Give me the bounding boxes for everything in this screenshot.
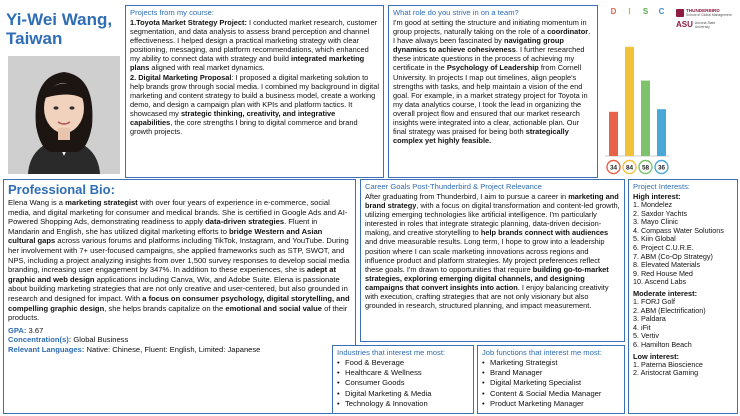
name-line-2: Taiwan <box>6 29 63 48</box>
low-interest-label: Low interest: <box>633 351 679 361</box>
disc-bar <box>657 109 666 156</box>
high-interest-item: 2. Saxdor Yachts <box>633 208 688 218</box>
disc-bar <box>609 112 618 156</box>
industry-item: • Technology & Innovation <box>337 399 469 409</box>
disc-chart <box>602 4 672 176</box>
industry-item: • Food & Beverage <box>337 358 469 368</box>
thunderbird-logo: THUNDERBIRD School of Global Management <box>676 8 738 17</box>
disc-letter: I <box>628 7 631 16</box>
industries-list <box>337 358 469 409</box>
team-role-text: I'm good at setting the structure and initiating momentum in group projects, naturally taking on the role of a coordinator. I have always been fascinated by navigating group dynamics to achieve cohesiveness. I further researched these intricate questions in the process of achieving my certificate in the Psychology of Leadership from Cornell University. In projects I map out timelines, align people's strengths with tasks, and help maintain a vision of the end goal. For example, in a market strategy project for Toyota in my data analytics course, I took the lead in organizing the overall project flow and ensured that our market research insights were integrated into a clear, actionable plan. Our final strategy was praised for being both strategically complex yet highly feasible. <box>393 18 591 146</box>
disc-letter: S <box>642 7 649 16</box>
job-function-item: • Digital Marketing Specialist <box>482 378 620 388</box>
project-1: 1.Toyota Market Strategy Project: I conducted market research, customer segmentation, and data analysis to assess brand perception and channel effectiveness. I helped design a practical marketing strategy with clear positioning, messaging, and platform recommendations, which enhanced my ability to connect data with strategy and build integrated marketing plans aligned with real market dynamics. <box>130 18 378 73</box>
jobs-panel <box>477 345 625 414</box>
asu-logo: ASU Arizona State University <box>676 20 716 29</box>
projects-title: Projects from my course: <box>130 8 214 17</box>
moderate-interest-item: 6. Hamilton Beach <box>633 339 692 349</box>
high-interest-item: 10. Ascend Labs <box>633 277 687 287</box>
low-interest-list <box>633 361 733 378</box>
disc-bar <box>641 81 650 156</box>
jobs-title: Job functions that interest me most: <box>482 348 602 357</box>
career-text: After graduating from Thunderbird, I aim to pursue a career in marketing and brand strategy, with a focus on digital transformation and content-led growth, utilizing emerging technologies like artificial intelligence. I'm particularly interested in roles that integrate strategic planning, data-driven decision-making, and creative storytelling to help brands connect with audiences and drive measurable results. Long term, I hope to grow into a leadership position where I can scale marketing innovations across regions and influence product and platform strategies. My project preferences reflect these goals. I'm drawn to opportunities that require building go-to-market strategies, exploring emerging digital channels, and designing campaigns that convert insights into action. I enjoy balancing creativity with execution, crafting strategies that are not only visionary but also grounded in research, structured planning, and impact measurement. <box>365 192 620 311</box>
projects-panel <box>125 5 384 178</box>
gpa: GPA: 3.67 <box>8 325 44 335</box>
industry-item: • Healthcare & Wellness <box>337 368 469 378</box>
career-panel <box>360 179 625 342</box>
disc-score-label: 36 <box>657 164 666 172</box>
thunderbird-icon <box>676 9 684 17</box>
high-interest-item: 9. Red House Med <box>633 268 693 278</box>
industry-item: • Consumer Goods <box>337 378 469 388</box>
moderate-interest-list <box>633 298 733 350</box>
low-interest-item: 1. Paterna Bioscience <box>633 359 703 369</box>
low-interest-item: 2. Aristocrat Gaming <box>633 368 699 378</box>
industries-title: Industries that interest me most: <box>337 348 446 357</box>
high-interest-item: 5. Kiin Global <box>633 234 676 244</box>
headshot-photo <box>8 56 120 174</box>
bio-text: Elena Wang is a marketing strategist with over four years of experience in e-commerce, social media, and digital marketing for consumer and medical brands. She is certified in Google Ads and AI-Powered Shopping Ads, demonstrating readiness to apply data-driven strategies. Fluent in Mandarin and English, she has utilized digital marketing efforts to bridge Western and Asian cultural gaps across various forums and platforms including TikTok, Instagram, and YouTube. During her involvement with 7+ user-focused campaigns, she applied frameworks such as STP, SWOT, and NPS, including a project analyzing insights from over 1,500 survey responses to develop social media branding, increasing user engagement by 347%. In addition to these experiences, she is adept at graphic and web design applications including Canva, Wix, and Adobe Suite. Elena is passionate about building marketing strategies that are not only creative and user-centered, but also grounded in research and designed for impact. With a focus on consumer psychology, digital storytelling, and compelling graphic design, she helps brands capitalize on the emotional and social value of their products. <box>8 198 350 323</box>
job-function-item: • Content & Social Media Manager <box>482 389 620 399</box>
job-function-item: • Brand Manager <box>482 368 620 378</box>
jobs-list <box>482 358 620 409</box>
moderate-interest-item: 2. ABM (Electrification) <box>633 305 706 315</box>
logos <box>676 8 738 48</box>
industry-item: • Digital Marketing & Media <box>337 389 469 399</box>
high-interest-label: High interest: <box>633 192 681 201</box>
disc-score-label: 58 <box>641 164 650 172</box>
interests-title: Project Interests: <box>633 182 690 191</box>
moderate-interest-item: 4. iFit <box>633 322 651 332</box>
disc-letter: C <box>658 7 665 16</box>
high-interest-item: 4. Compass Water Solutions <box>633 225 724 235</box>
high-interest-item: 8. Elevated Materials <box>633 260 701 270</box>
job-function-item: • Marketing Strategist <box>482 358 620 368</box>
job-function-item: • Product Marketing Manager <box>482 399 620 409</box>
high-interest-item: 7. ABM (Co-Op Strategy) <box>633 251 713 261</box>
high-interest-item: 1. Mondelez <box>633 200 673 209</box>
high-interest-list <box>633 201 733 287</box>
moderate-interest-item: 3. Paldara <box>633 314 666 324</box>
disc-bar <box>625 47 634 156</box>
moderate-interest-label: Moderate interest: <box>633 288 698 298</box>
profile-name <box>6 10 112 48</box>
moderate-interest-item: 5. Vertiv <box>633 331 659 341</box>
team-role-panel <box>388 5 598 178</box>
industries-panel <box>332 345 474 414</box>
disc-score-label: 34 <box>609 164 618 172</box>
high-interest-item: 3. Mayo Clinic <box>633 217 679 227</box>
languages: Relevant Languages: Native: Chinese, Fluent: English, Limited: Japanese <box>8 344 261 354</box>
headshot-illustration <box>8 56 120 174</box>
project-2: 2. Digital Marketing Proposal: I proposed a digital marketing solution to help brands grow through social media. I combined my background in digital marketing and content strategy to build a business model, create a working demo, and design a campaign plan with KPIs and platform tactics. It showcased my strategic thinking, creativity, and integrative capabilities, the core strengths I bring to digital commerce and brand growth projects. <box>130 72 379 137</box>
team-role-title: What role do you strive in on a team? <box>393 8 519 17</box>
name-line-1: Yi-Wei Wang, <box>6 10 113 29</box>
concentration: Concentration(s): Global Business <box>8 335 129 345</box>
high-interest-item: 6. Project C.U.R.E. <box>633 242 694 252</box>
interests-panel <box>628 179 738 414</box>
bio-title: Professional Bio: <box>8 182 115 197</box>
career-title: Career Goals Post-Thunderbird & Project Relevance <box>365 182 542 191</box>
bio-panel <box>3 179 356 414</box>
disc-score-label: 84 <box>625 164 634 172</box>
moderate-interest-item: 1. FORJ Golf <box>633 296 675 306</box>
disc-letter: D <box>610 7 617 16</box>
